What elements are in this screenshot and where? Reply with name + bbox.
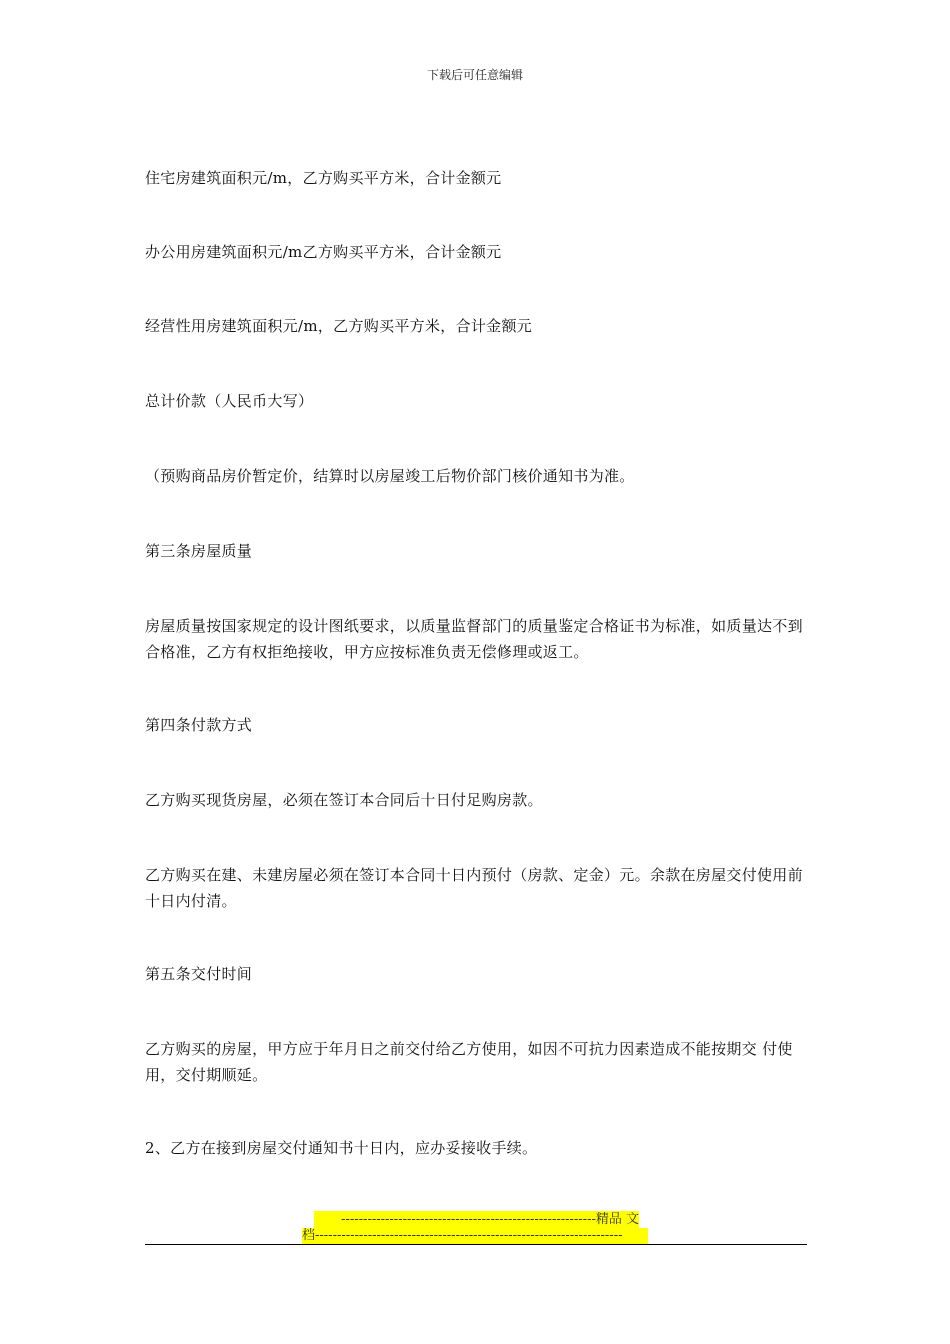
paragraph-delivery-terms: 乙方购买的房屋，甲方应于年月日之前交付给乙方使用，如因不可抗力因素造成不能按期交 付使用，交付期顺延。 [145, 1040, 793, 1084]
paragraph-payment-existing: 乙方购买现货房屋，必须在签订本合同后十日付足购房款。 [145, 791, 543, 809]
section-heading-payment: 第四条付款方式 [145, 716, 253, 734]
section-heading-quality: 第三条房屋质量 [145, 542, 253, 560]
footer-divider [145, 1244, 807, 1245]
footer-highlight-line1: ----------------------------------------------------------精品 文 [314, 1211, 639, 1228]
paragraph-price-note: （预购商品房价暂定价，结算时以房屋竣工后物价部门核价通知书为准。 [145, 467, 635, 485]
footer-highlight-line2: 档---------------------------------------------------------------------- [302, 1228, 648, 1244]
page-header: 下载后可任意编辑 [426, 68, 523, 82]
paragraph-payment-prepaid: 乙方购买在建、未建房屋必须在签订本合同十日内预付（房款、定金）元。余款在房屋交付使用前十日内付清。 [145, 866, 803, 910]
paragraph-commercial-price: 经营性用房建筑面积元/m，乙方购买平方米，合计金额元 [145, 317, 533, 335]
paragraph-office-price: 办公用房建筑面积元/m乙方购买平方米，合计金额元 [145, 243, 502, 261]
paragraph-residential-price: 住宅房建筑面积元/m，乙方购买平方米，合计金额元 [145, 169, 502, 187]
section-heading-delivery: 第五条交付时间 [145, 965, 253, 983]
paragraph-total-price: 总计价款（人民币大写） [145, 392, 314, 410]
paragraph-quality-terms: 房屋质量按国家规定的设计图纸要求，以质量监督部门的质量鉴定合格证书为标准，如质量达不到合格准，乙方有权拒绝接收，甲方应按标准负责无偿修理或返工。 [145, 617, 803, 661]
paragraph-acceptance: 2、乙方在接到房屋交付通知书十日内，应办妥接收手续。 [145, 1139, 538, 1157]
